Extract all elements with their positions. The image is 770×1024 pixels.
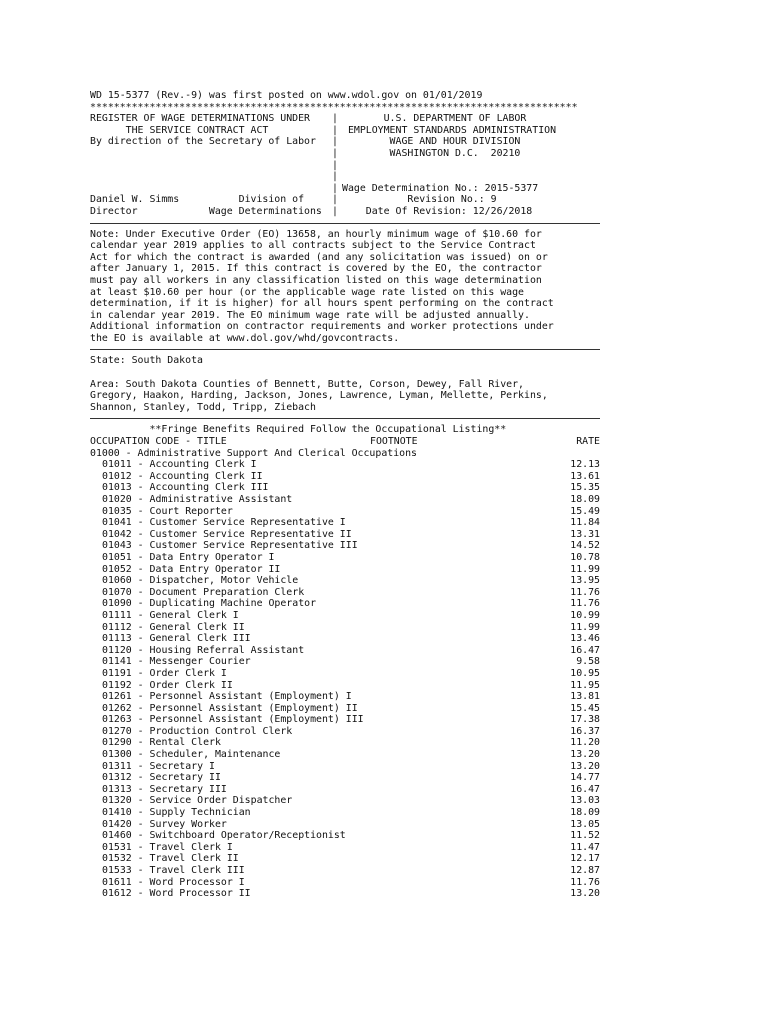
occupation-rate: 10.99 [570, 609, 600, 621]
occupation-title: 01532 - Travel Clerk II [102, 853, 239, 865]
note-line: after January 1, 2015. If this contract is covered by the EO, the contractor [90, 263, 542, 275]
signatory-line: Director Wage Determinations [90, 205, 322, 217]
occupation-title: 01290 - Rental Clerk [102, 737, 221, 749]
occupation-rate: 13.20 [570, 888, 600, 900]
table-row [90, 842, 600, 854]
rate-column-header: RATE [576, 436, 600, 448]
occupation-rate: 16.47 [570, 644, 600, 656]
table-row [90, 668, 600, 680]
table-row [90, 680, 600, 692]
occupation-rate: 16.37 [570, 725, 600, 737]
note-line: calendar year 2019 applies to all contracts subject to the Service Contract [90, 240, 536, 252]
table-row [90, 552, 600, 564]
occupation-rate: 11.76 [570, 598, 600, 610]
table-row [90, 610, 600, 622]
note-line: in calendar year 2019. The EO minimum wage rate will be adjusted annually. [90, 309, 530, 321]
blank-line [90, 367, 600, 379]
posting-line: WD 15-5377 (Rev.-9) was first posted on www.wdol.gov on 01/01/2019 [90, 90, 483, 101]
occupation-title: 01611 - Word Processor I [102, 876, 245, 888]
occupation-rate: 10.78 [570, 551, 600, 563]
note-line: at least $10.60 per hour (or the applicable wage rate listed on this wage [90, 286, 525, 298]
occupation-rate: 12.13 [570, 459, 600, 471]
table-row [90, 703, 600, 715]
table-row [90, 656, 600, 668]
register-title-line [90, 171, 332, 183]
occupation-title: 01070 - Document Preparation Clerk [102, 586, 305, 598]
occupation-rate: 11.99 [570, 621, 600, 633]
occupation-rate: 9.58 [576, 656, 600, 668]
occupation-rate: 11.95 [570, 679, 600, 691]
table-row [90, 564, 600, 576]
table-row [90, 494, 600, 506]
note-line: Act for which the contract is awarded (and any solicitation was issued) on or [90, 251, 548, 263]
table-row [90, 853, 600, 865]
occupation-rate: 13.20 [570, 749, 600, 761]
occupation-rate: 13.03 [570, 795, 600, 807]
divider-bar: | [332, 136, 338, 148]
table-row [90, 772, 600, 784]
occupation-rate: 11.76 [570, 586, 600, 598]
occupation-title: 01300 - Scheduler, Maintenance [102, 749, 281, 761]
occupation-rate: 13.05 [570, 818, 600, 830]
footnote-column-header: FOOTNOTE [370, 436, 418, 448]
occupation-rate: 13.46 [570, 633, 600, 645]
occupation-rate: 14.52 [570, 540, 600, 552]
occupation-column-header: OCCUPATION CODE - TITLE [90, 436, 227, 448]
table-row [90, 726, 600, 738]
register-title-line: THE SERVICE CONTRACT ACT [90, 124, 269, 136]
occupation-title: 01460 - Switchboard Operator/Receptionist [102, 830, 346, 842]
occupation-title: 01012 - Accounting Clerk II [102, 470, 263, 482]
occupation-title: 01113 - General Clerk III [102, 633, 251, 645]
occupation-rate: 18.09 [570, 494, 600, 505]
area-line: Gregory, Haakon, Harding, Jackson, Jones, Lawrence, Lyman, Mellette, Perkins, [90, 390, 548, 402]
table-row [90, 482, 600, 494]
note-line: the EO is available at www.dol.gov/whd/govcontracts. [90, 332, 400, 344]
divider-bar: | [332, 205, 338, 217]
table-row [90, 633, 600, 645]
register-header-right [342, 113, 600, 217]
header-divider [332, 113, 342, 217]
occupation-rate: 11.20 [570, 737, 600, 749]
occupation-title: 01020 - Administrative Assistant [102, 494, 293, 505]
occupation-rate: 13.81 [570, 691, 600, 703]
table-row [90, 784, 600, 796]
occupation-rate: 11.47 [570, 841, 600, 853]
wage-determination-number: Wage Determination No.: 2015-5377 [342, 182, 539, 194]
register-title-line [90, 148, 332, 160]
table-row [90, 819, 600, 831]
occupation-title: 01120 - Housing Referral Assistant [102, 644, 305, 656]
occupation-title: 01035 - Court Reporter [102, 505, 233, 517]
table-row [90, 506, 600, 518]
occupation-list [90, 459, 600, 900]
register-title-line: By direction of the Secretary of Labor [90, 136, 316, 148]
occupation-rate: 10.95 [570, 667, 600, 679]
table-row [90, 622, 600, 634]
table-row [90, 795, 600, 807]
occupation-rate: 14.77 [570, 772, 600, 784]
section-rule [90, 418, 600, 419]
occupation-rate: 18.09 [570, 807, 600, 819]
occupation-rate: 15.45 [570, 702, 600, 714]
section-rule [90, 223, 600, 224]
occupation-title: 01011 - Accounting Clerk I [102, 459, 257, 471]
occupation-title: 01533 - Travel Clerk III [102, 865, 245, 876]
register-title-line: REGISTER OF WAGE DETERMINATIONS UNDER [90, 113, 310, 125]
table-row [90, 691, 600, 703]
occupation-title: 01612 - Word Processor II [102, 888, 251, 900]
table-row [90, 471, 600, 483]
occupation-rate: 13.61 [570, 470, 600, 482]
occupation-title: 01262 - Personnel Assistant (Employment) II [102, 702, 358, 714]
divider-bar: | [332, 113, 338, 125]
occupation-title: 01263 - Personnel Assistant (Employment) III [102, 714, 364, 726]
occupation-category: 01000 - Administrative Support And Clerical Occupations [90, 447, 417, 459]
divider-bar: | [332, 171, 338, 183]
note-line: determination, if it is higher) for all hours spent performing on the contract [90, 298, 554, 310]
occupation-title: 01043 - Customer Service Representative III [102, 540, 358, 552]
occupation-title: 01410 - Supply Technician [102, 807, 251, 819]
occupation-title: 01111 - General Clerk I [102, 609, 239, 621]
occupation-rate: 11.76 [570, 876, 600, 888]
table-row [90, 645, 600, 657]
table-row [90, 517, 600, 529]
occupation-title: 01090 - Duplicating Machine Operator [102, 598, 317, 610]
occupation-title: 01311 - Secretary I [102, 760, 215, 772]
table-row [90, 575, 600, 587]
fringe-benefits-heading: **Fringe Benefits Required Follow the Occupational Listing** [90, 424, 507, 436]
table-row [90, 865, 600, 877]
occupation-title: 01141 - Messenger Courier [102, 656, 251, 668]
table-row [90, 529, 600, 541]
agency-line: U.S. DEPARTMENT OF LABOR [342, 113, 527, 125]
register-title-line [90, 183, 332, 195]
area-line: Area: South Dakota Counties of Bennett, Butte, Corson, Dewey, Fall River, [90, 378, 525, 390]
occupation-title: 01051 - Data Entry Operator I [102, 551, 275, 563]
table-row [90, 761, 600, 773]
occupation-rate: 11.84 [570, 517, 600, 529]
divider-bar: | [332, 182, 338, 194]
note-line: must pay all workers in any classification listed on this wage determination [90, 274, 542, 286]
revision-number: Revision No.: 9 [342, 194, 497, 206]
occupation-rate: 12.17 [570, 853, 600, 865]
agency-line: WAGE AND HOUR DIVISION [342, 136, 521, 148]
area-line: Shannon, Stanley, Todd, Tripp, Ziebach [90, 401, 316, 413]
occupation-title: 01042 - Customer Service Representative II [102, 528, 352, 540]
occupation-title: 01531 - Travel Clerk I [102, 841, 233, 853]
occupation-rate: 11.52 [570, 830, 600, 842]
agency-line: WASHINGTON D.C. 20210 [342, 147, 521, 159]
register-header [90, 113, 600, 217]
table-row [90, 598, 600, 610]
occupation-title: 01052 - Data Entry Operator II [102, 563, 281, 575]
executive-order-note [90, 229, 600, 345]
register-header-left [90, 113, 332, 217]
state-label: State: South Dakota [90, 355, 203, 367]
occupation-title: 01112 - General Clerk II [102, 621, 245, 633]
occupation-rate: 15.35 [570, 482, 600, 494]
occupation-rate: 13.95 [570, 575, 600, 587]
table-row [90, 888, 600, 900]
occupation-title: 01060 - Dispatcher, Motor Vehicle [102, 575, 299, 587]
table-row [90, 807, 600, 819]
occupation-title: 01013 - Accounting Clerk III [102, 482, 269, 494]
table-row [90, 737, 600, 749]
divider-bar: | [332, 147, 338, 159]
agency-line: EMPLOYMENT STANDARDS ADMINISTRATION [342, 124, 557, 136]
table-row [90, 459, 600, 471]
table-header [90, 436, 600, 448]
occupation-title: 01312 - Secretary II [102, 772, 221, 784]
table-row [90, 877, 600, 889]
occupation-rate: 12.87 [570, 865, 600, 876]
occupation-title: 01192 - Order Clerk II [102, 679, 233, 691]
note-line: Note: Under Executive Order (EO) 13658, an hourly minimum wage of $10.60 for [90, 228, 542, 240]
occupation-title: 01261 - Personnel Assistant (Employment) I [102, 691, 352, 703]
occupation-rate: 16.47 [570, 783, 600, 795]
signatory-line: Daniel W. Simms Division of [90, 194, 305, 206]
occupation-rate: 11.99 [570, 563, 600, 575]
divider-bar: | [332, 159, 338, 171]
occupation-rate: 13.31 [570, 528, 600, 540]
occupation-rate: 13.20 [570, 760, 600, 772]
occupation-title: 01313 - Secretary III [102, 783, 227, 795]
table-row [90, 830, 600, 842]
divider-bar: | [332, 194, 338, 206]
occupation-rate: 17.38 [570, 714, 600, 726]
table-row [90, 714, 600, 726]
note-line: Additional information on contractor requirements and worker protections under [90, 321, 554, 333]
register-title-line [90, 160, 332, 172]
table-row [90, 540, 600, 552]
occupation-title: 01041 - Customer Service Representative I [102, 517, 346, 529]
revision-date: Date Of Revision: 12/26/2018 [342, 205, 533, 217]
area-description [90, 379, 600, 414]
occupation-rate: 15.49 [570, 505, 600, 517]
occupation-title: 01320 - Service Order Dispatcher [102, 795, 293, 807]
occupation-title: 01270 - Production Control Clerk [102, 725, 293, 737]
table-row [90, 749, 600, 761]
table-row [90, 587, 600, 599]
agency-line [342, 171, 600, 183]
section-rule [90, 349, 600, 350]
agency-line [342, 160, 600, 172]
divider-bar: | [332, 124, 338, 136]
star-separator: ********************************************************************************** [90, 101, 578, 113]
occupation-title: 01420 - Survey Worker [102, 818, 227, 830]
occupation-title: 01191 - Order Clerk I [102, 667, 227, 679]
wage-determination-document [90, 90, 600, 900]
